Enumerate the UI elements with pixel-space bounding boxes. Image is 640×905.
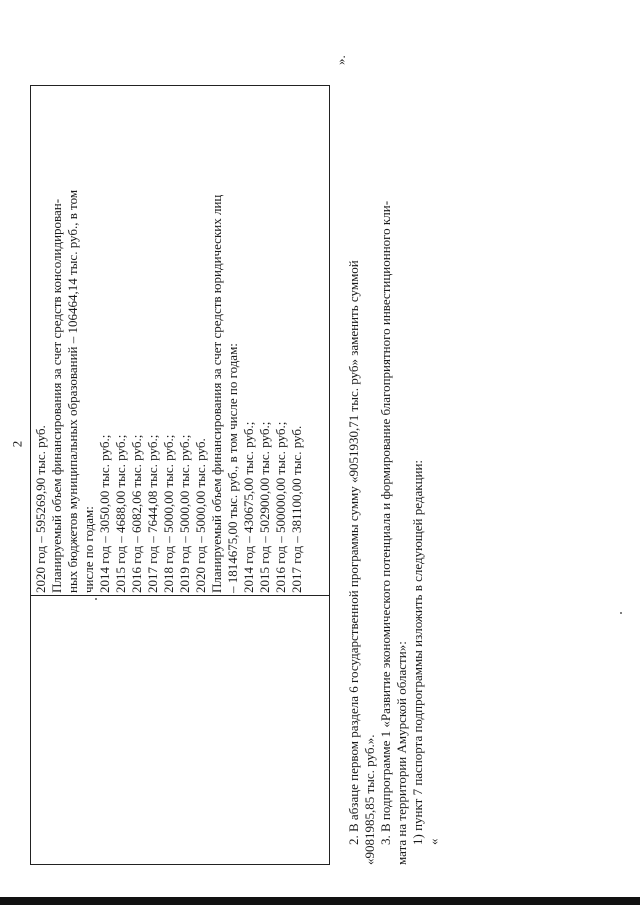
table-line: 2018 год – 5000,00 тыс. руб.;: [161, 434, 176, 593]
table-line: 2017 год – 381100,00 тыс. руб.: [289, 425, 304, 593]
table-line: ных бюджетов муниципальных образований – 106464,14 тыс. руб., в том: [65, 189, 80, 593]
scan-speck: [620, 612, 622, 614]
paragraph-3-line-2: мата на территории Амурской области»:: [394, 641, 409, 865]
table-line: 2014 год – 3050,00 тыс. руб.;: [97, 434, 112, 593]
paragraph-2-line-2: «9081985,85 тыс. руб.».: [362, 734, 377, 865]
table-line: Планируемый объем финансирования за счет средств юридических лиц: [209, 194, 224, 593]
table-line: 2014 год – 430675,00 тыс. руб.;: [241, 421, 256, 593]
table-line: 2017 год – 7644,08 тыс. руб.;: [145, 434, 160, 593]
table-line: 2015 год – 502900,00 тыс. руб.;: [257, 421, 272, 593]
page-number: 2: [9, 440, 25, 448]
paragraph-item-1: 1) пункт 7 паспорта подпрограммы изложить в следующей редакции:: [410, 459, 425, 845]
table-line: 2016 год – 6082,06 тыс. руб.;: [129, 434, 144, 593]
opening-quote: «: [426, 838, 441, 845]
scan-edge-bar: [0, 897, 640, 905]
table-line: 2016 год – 500000,00 тыс. руб.;: [273, 421, 288, 593]
closing-quote: ».: [333, 55, 348, 65]
table-line: 2020 год – 5000,00 тыс. руб.: [193, 438, 208, 593]
scan-speck: [95, 598, 97, 600]
table-line: 2020 год – 595269,90 тыс. руб.: [33, 425, 48, 593]
paragraph-3-line-1: 3. В подпрограмме 1 «Развитие экономического потенциала и формирование благоприятного инвестиционного кли-: [378, 200, 393, 845]
table-line: числе по годам:: [81, 506, 96, 593]
paragraph-2-line-1: 2. В абзаце первом раздела 6 государственной программы сумму «9051930,71 тыс. руб» заменить суммой: [346, 260, 361, 845]
table-line: Планируемый объем финансирования за счет средств консолидирован-: [49, 198, 64, 593]
table-line: 2019 год – 5000,00 тыс. руб.;: [177, 434, 192, 593]
table-line: – 1814675,00 тыс. руб., в том числе по годам:: [225, 343, 240, 593]
table-line: 2015 год – 4688,00 тыс. руб.;: [113, 434, 128, 593]
